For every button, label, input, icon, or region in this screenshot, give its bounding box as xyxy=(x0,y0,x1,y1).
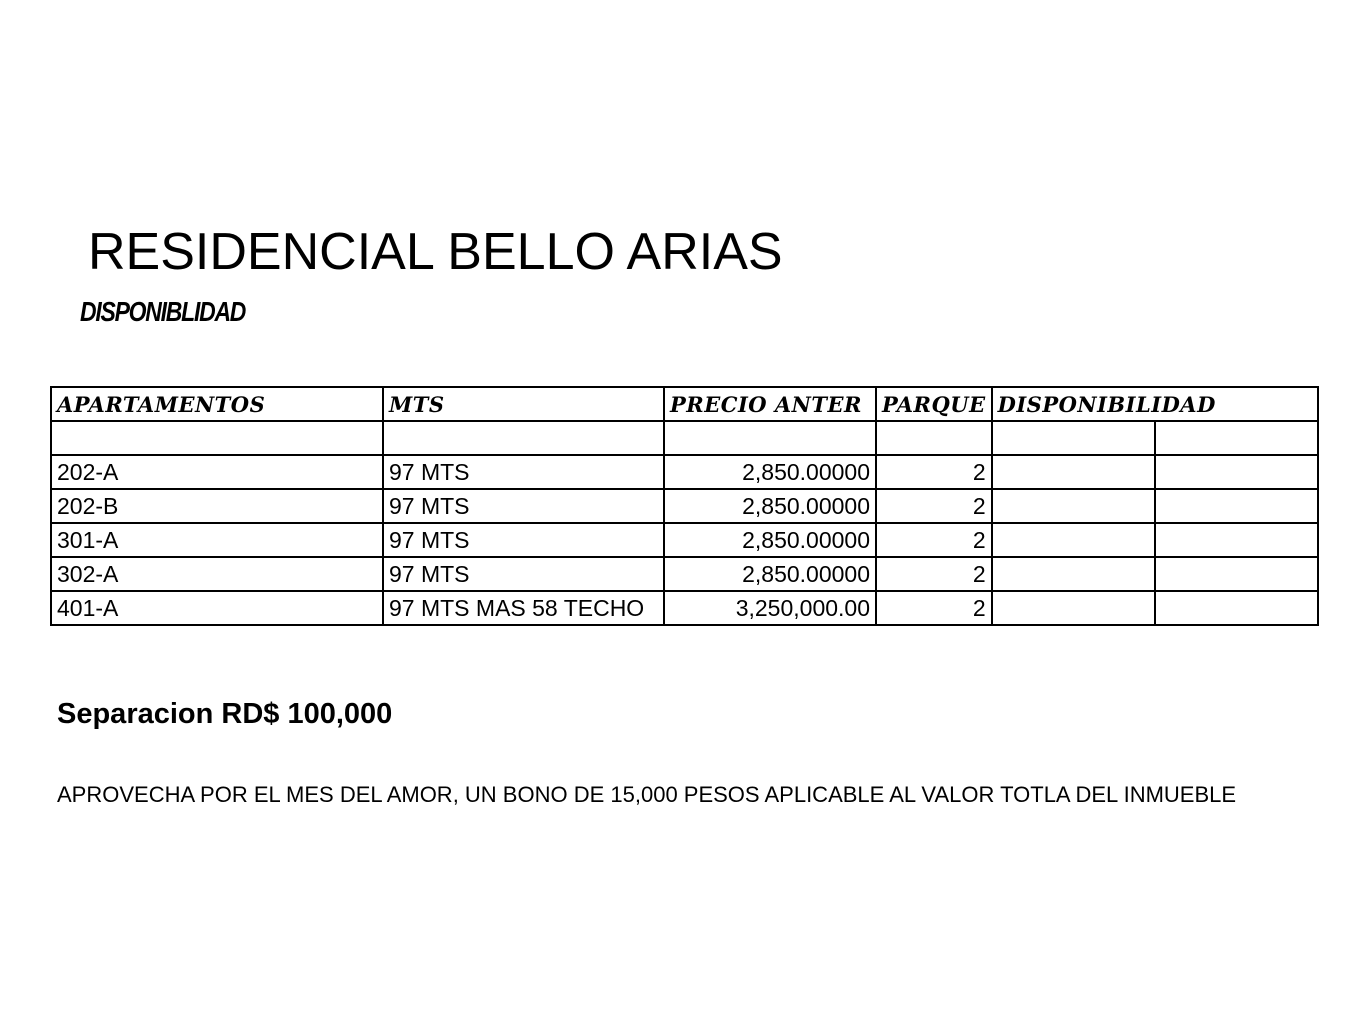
cell-disponibilidad xyxy=(992,523,1155,557)
header-apartamentos: APARTAMENTOS xyxy=(51,387,383,421)
table-cell xyxy=(664,421,876,455)
cell-mts: 97 MTS xyxy=(383,489,664,523)
cell-mts: 97 MTS xyxy=(383,523,664,557)
cell-disponibilidad xyxy=(992,455,1155,489)
cell-mts: 97 MTS xyxy=(383,557,664,591)
cell-apartamento: 401-A xyxy=(51,591,383,625)
table-cell xyxy=(1155,421,1318,455)
availability-table xyxy=(50,386,1319,626)
cell-disponibilidad-extra xyxy=(1155,455,1318,489)
header-mts: MTS xyxy=(383,387,664,421)
table-row xyxy=(51,523,1318,557)
cell-apartamento: 202-A xyxy=(51,455,383,489)
table-row-empty xyxy=(51,421,1318,455)
cell-parqueo: 2 xyxy=(876,557,992,591)
cell-precio: 2,850.00000 xyxy=(664,557,876,591)
cell-parqueo: 2 xyxy=(876,591,992,625)
cell-parqueo: 2 xyxy=(876,523,992,557)
cell-parqueo: 2 xyxy=(876,455,992,489)
cell-disponibilidad xyxy=(992,557,1155,591)
table-cell xyxy=(876,421,992,455)
cell-apartamento: 302-A xyxy=(51,557,383,591)
cell-mts: 97 MTS MAS 58 TECHO xyxy=(383,591,664,625)
cell-disponibilidad xyxy=(992,489,1155,523)
table-cell xyxy=(51,421,383,455)
table-row xyxy=(51,455,1318,489)
header-parqueo: PARQUE xyxy=(876,387,992,421)
table-row xyxy=(51,489,1318,523)
cell-apartamento: 202-B xyxy=(51,489,383,523)
header-precio: PRECIO ANTER xyxy=(664,387,876,421)
header-disponibilidad: DISPONIBILIDAD xyxy=(992,387,1318,421)
cell-precio: 3,250,000.00 xyxy=(664,591,876,625)
cell-disponibilidad-extra xyxy=(1155,557,1318,591)
separacion-amount: Separacion RD$ 100,000 xyxy=(57,698,393,730)
table-row xyxy=(51,591,1318,625)
promo-text: APROVECHA POR EL MES DEL AMOR, UN BONO DE 15,000 PESOS APLICABLE AL VALOR TOTLA DEL INMUEBLE xyxy=(57,782,1237,807)
cell-disponibilidad xyxy=(992,591,1155,625)
cell-mts: 97 MTS xyxy=(383,455,664,489)
table-row xyxy=(51,557,1318,591)
page-subtitle: DISPONIBLIDAD xyxy=(80,296,246,327)
table-cell xyxy=(383,421,664,455)
cell-precio: 2,850.00000 xyxy=(664,455,876,489)
table-cell xyxy=(992,421,1155,455)
cell-disponibilidad-extra xyxy=(1155,523,1318,557)
cell-apartamento: 301-A xyxy=(51,523,383,557)
table-header-row xyxy=(51,387,1318,421)
cell-disponibilidad-extra xyxy=(1155,591,1318,625)
cell-disponibilidad-extra xyxy=(1155,489,1318,523)
cell-parqueo: 2 xyxy=(876,489,992,523)
cell-precio: 2,850.00000 xyxy=(664,489,876,523)
page-title: RESIDENCIAL BELLO ARIAS xyxy=(88,223,783,281)
cell-precio: 2,850.00000 xyxy=(664,523,876,557)
